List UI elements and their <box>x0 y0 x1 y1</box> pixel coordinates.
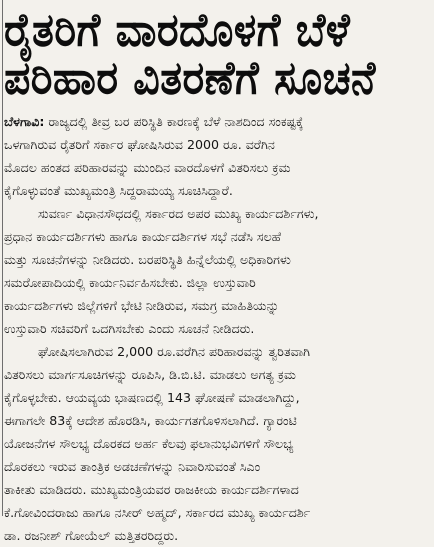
headline-line-1: ರೈತರಿಗೆ ವಾರದೊಳಗೆ ಬೆಳೆ <box>4 2 351 57</box>
body-line-8: ಸಮರೋಪಾದಿಯಲ್ಲಿ ಕಾರ್ಯನಿರ್ವಹಿಸಬೇಕು. ಜಿಲ್ಲಾ ಉಸ್ತುವಾರಿ <box>4 275 256 290</box>
body-line-10: ಉಸ್ತುವಾರಿ ಸಚಿವರಿಗೆ ಒದಗಿಸಬೇಕು ಎಂದು ಸೂಚನೆ ನೀಡಿದರು. <box>4 321 255 336</box>
body-line-4: ಕೈಗೊಳ್ಳುವಂತೆ ಮುಖ್ಯಮಂತ್ರಿ ಸಿದ್ದರಾಮಯ್ಯ ಸೂಚಿಸಿದ್ದಾರೆ. <box>4 183 233 198</box>
body-line-18: ಕೆ.ಗೋವಿಂದರಾಜು ಹಾಗೂ ನಸೀರ್ ಅಹ್ಮದ್, ಸರ್ಕಾರದ ಮುಖ್ಯ ಕಾರ್ಯದರ್ಶಿ <box>4 505 311 520</box>
body-line-3: ಮೊದಲ ಹಂತದ ಪರಿಹಾರವನ್ನು ಮುಂದಿನ ವಾರದೊಳಗೆ ವಿತರಿಸಲು ಕ್ರಮ <box>4 160 291 175</box>
body-line-7: ಮತ್ತು ಸೂಚನೆಗಳನ್ನು ನೀಡಿದರು. ಬರಪರಿಸ್ಥಿತಿ ಹಿನ್ನೆಲೆಯಲ್ಲಿ ಅಧಿಕಾರಿಗಳು <box>4 252 291 267</box>
body-line-1-text: ರಾಜ್ಯದಲ್ಲಿ ತೀವ್ರ ಬರ ಪರಿಸ್ಥಿತಿ ಕಾರಣಕ್ಕೆ ಬೆಳೆ ನಾಶದಿಂದ ಸಂಕಷ್ಟಕ್ಕೆ <box>44 114 304 129</box>
body-line-9: ಕಾರ್ಯದರ್ಶಿಗಳು ಜಿಲ್ಲೆಗಳಿಗೆ ಭೇಟಿ ನೀಡಿರುವ, ಸಮಗ್ರ ಮಾಹಿತಿಯನ್ನು <box>4 298 280 313</box>
body-line-6: ಪ್ರಧಾನ ಕಾರ್ಯದರ್ಶಿಗಳು ಹಾಗೂ ಕಾರ್ಯದರ್ಶಿಗಳ ಸಭೆ ನಡೆಸಿ ಸಲಹೆ <box>4 229 282 244</box>
body-line-19: ಡಾ. ರಜನೀಶ್ ಗೋಯೆಲ್ ಮತ್ತಿತರರಿದ್ದರು. <box>4 528 179 543</box>
body-line-11: ಘೋಷಿಸಲಾಗಿರುವ 2,000 ರೂ.ವರೆಗಿನ ಪರಿಹಾರವನ್ನು ತ್ವರಿತವಾಗಿ <box>38 344 311 359</box>
article-body <box>4 110 434 547</box>
body-line-15: ಯೋಜನೆಗಳ ಸೌಲಭ್ಯ ದೊರಕದ ಅರ್ಹ ಕೆಲವು ಫಲಾನುಭವಿಗಳಿಗೆ ಸೌಲಭ್ಯ <box>4 436 294 451</box>
body-line-1 <box>4 110 434 133</box>
headline-line-2: ಪರಿಹಾರ ವಿತರಣೆಗೆ ಸೂಚನೆ <box>4 50 376 105</box>
body-line-2: ಒಳಗಾಗಿರುವ ರೈತರಿಗೆ ಸರ್ಕಾರ ಘೋಷಿಸಿರುವ 2000 ರೂ. ವರೆಗಿನ <box>4 137 275 152</box>
headline <box>4 0 434 105</box>
body-line-12: ವಿತರಿಸಲು ಮಾರ್ಗಸೂಚಿಗಳನ್ನು ರೂಪಿಸಿ, ಡಿ.ಬಿ.ಟಿ. ಮಾಡಲು ಅಗತ್ಯ ಕ್ರಮ <box>4 367 297 382</box>
body-line-5: ಸುವರ್ಣ ವಿಧಾನಸೌಧದಲ್ಲಿ ಸರ್ಕಾರದ ಅಪರ ಮುಖ್ಯ ಕಾರ್ಯದರ್ಶಿಗಳು, <box>38 206 319 221</box>
dateline: ಬೆಳಗಾವಿ: <box>4 114 45 129</box>
column-rule <box>2 0 3 516</box>
body-line-14: ಈಗಾಗಲೇ 83ಕ್ಕೆ ಆದೇಶ ಹೊರಡಿಸಿ, ಕಾರ್ಯಗತಗೊಳಿಸಲಾಗಿದೆ. ಗ್ಯಾರಂಟಿ <box>4 413 297 428</box>
body-line-13: ಕೈಗೊಳ್ಳಬೇಕು. ಆಯವ್ಯಯ ಭಾಷಣದಲ್ಲಿ 143 ಘೋಷಣೆ ಮಾಡಲಾಗಿದ್ದು, <box>4 390 300 405</box>
body-line-16: ದೊರಕಲು ಇರುವ ತಾಂತ್ರಿಕ ಅಡಚಣೆಗಳನ್ನು ನಿವಾರಿಸುವಂತೆ ಸಿಎಂ <box>4 459 261 474</box>
body-line-17: ತಾಕೀತು ಮಾಡಿದರು. ಮುಖ್ಯಮಂತ್ರಿಯವರ ರಾಜಕೀಯ ಕಾರ್ಯದರ್ಶಿಗಳಾದ <box>4 482 299 497</box>
